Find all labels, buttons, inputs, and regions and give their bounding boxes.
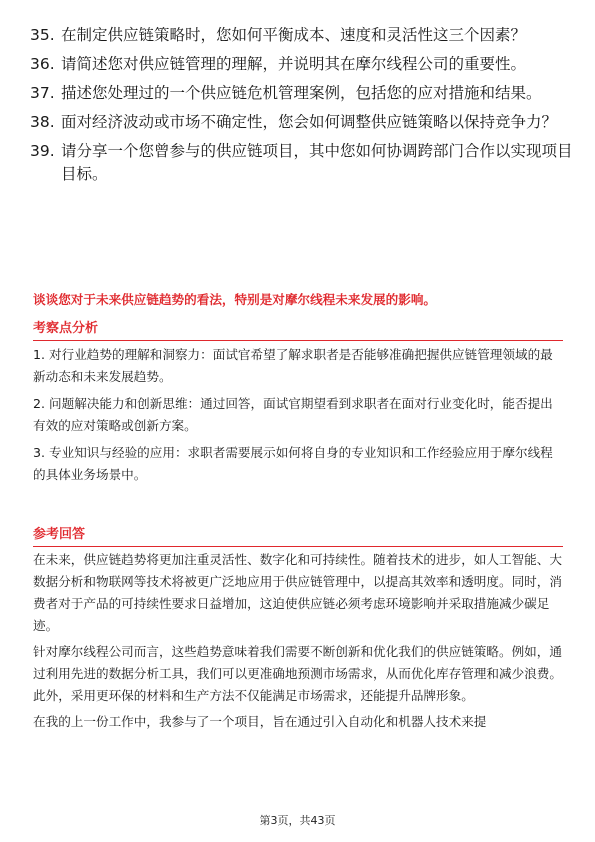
answer-paragraph: 针对摩尔线程公司而言，这些趋势意味着我们需要不断创新和优化我们的供应链策略。例如，通过利用先进的数据分析工具，我们可以更准确地预测市场需求，从而优化库存管理和减少浪费。此外，采用更环保的材料和生产方法不仅能满足市场需求，还能提升品牌形象。 bbox=[33, 644, 562, 703]
question-number: 38. bbox=[30, 113, 55, 131]
analysis-title: 考察点分析 bbox=[33, 321, 99, 336]
analysis-body bbox=[33, 344, 563, 491]
answer-title: 参考回答 bbox=[33, 527, 86, 542]
question-number: 39. bbox=[30, 142, 55, 160]
page-footer: 第3页，共43页 bbox=[259, 814, 336, 827]
question-item bbox=[30, 53, 578, 76]
analysis-divider bbox=[33, 340, 563, 341]
analysis-point: 2. 问题解决能力和创新思维：通过回答，面试官期望看到求职者在面对行业变化时，能否提出有效的应对策略或创新方案。 bbox=[33, 396, 553, 433]
analysis-point: 3. 专业知识与经验的应用：求职者需要展示如何将自身的专业知识和工作经验应用于摩尔线程的具体业务场景中。 bbox=[33, 445, 553, 482]
analysis-point: 1. 对行业趋势的理解和洞察力：面试官希望了解求职者是否能够准确把握供应链管理领域的最新动态和未来发展趋势。 bbox=[33, 347, 553, 384]
question-item bbox=[30, 24, 578, 47]
answer-paragraph: 在我的上一份工作中，我参与了一个项目，旨在通过引入自动化和机器人技术来提 bbox=[33, 714, 487, 729]
question-item bbox=[30, 82, 578, 105]
question-list bbox=[30, 24, 578, 192]
question-text: 面对经济波动或市场不确定性，您会如何调整供应链策略以保持竞争力？ bbox=[61, 113, 558, 131]
question-number: 36. bbox=[30, 55, 55, 73]
question-text: 在制定供应链策略时，您如何平衡成本、速度和灵活性这三个因素？ bbox=[61, 26, 527, 44]
highlight-question: 谈谈您对于未来供应链趋势的看法，特别是对摩尔线程未来发展的影响。 bbox=[33, 292, 436, 307]
question-item bbox=[30, 111, 578, 134]
question-number: 37. bbox=[30, 84, 55, 102]
question-text: 请简述您对供应链管理的理解，并说明其在摩尔线程公司的重要性。 bbox=[61, 55, 527, 73]
question-number: 35. bbox=[30, 26, 55, 44]
question-text: 描述您处理过的一个供应链危机管理案例，包括您的应对措施和结果。 bbox=[61, 84, 542, 102]
question-item bbox=[30, 140, 578, 186]
answer-body bbox=[33, 549, 563, 737]
answer-paragraph: 在未来，供应链趋势将更加注重灵活性、数字化和可持续性。随着技术的进步，如人工智能、大数据分析和物联网等技术将被更广泛地应用于供应链管理中，以提高其效率和透明度。同时，消费者对于产品的可持续性要求日益增加，这迫使供应链必须考虑环境影响并采取措施减少碳足迹。 bbox=[33, 552, 562, 633]
question-text: 请分享一个您曾参与的供应链项目，其中您如何协调跨部门合作以实现项目目标。 bbox=[61, 142, 573, 183]
answer-divider bbox=[33, 546, 563, 547]
